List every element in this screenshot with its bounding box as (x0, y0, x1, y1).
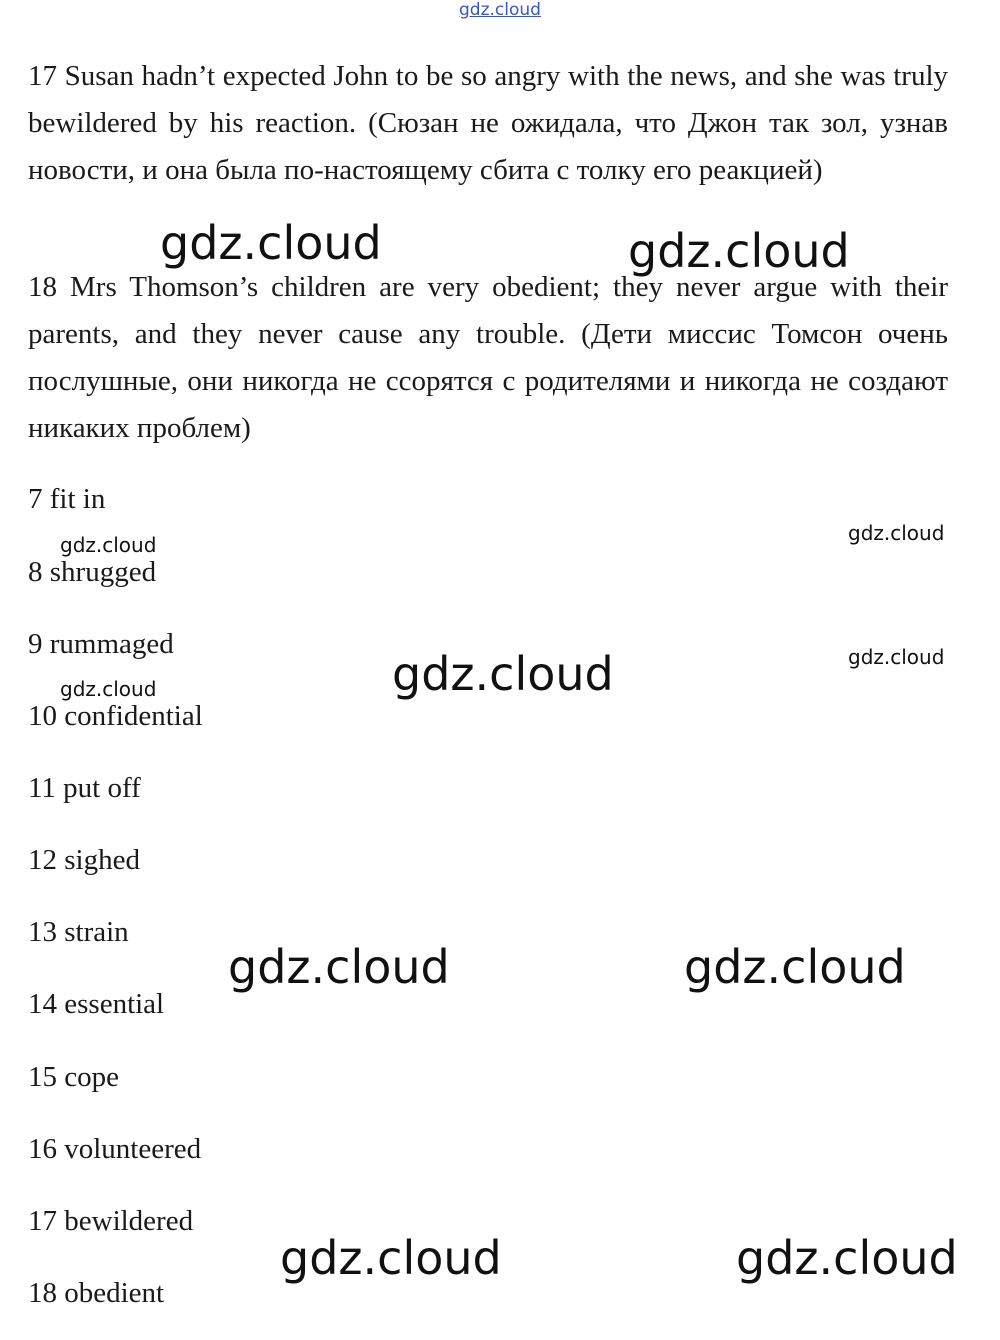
answer-item-16: 16 volunteered (28, 1133, 202, 1165)
answer-item-10: 10 confidential (28, 700, 203, 732)
watermark: gdz.cloud (228, 940, 450, 994)
answer-item-14: 14 essential (28, 988, 165, 1020)
answer-item-12: 12 sighed (28, 844, 140, 876)
watermark: gdz.cloud (160, 216, 382, 270)
answer-item-17: 17 bewildered (28, 1205, 194, 1237)
answer-item-9: 9 rummaged (28, 628, 174, 660)
site-link[interactable]: gdz.cloud (459, 0, 541, 20)
watermark: gdz.cloud (392, 647, 614, 701)
watermark: gdz.cloud (684, 940, 906, 994)
watermark: gdz.cloud (848, 645, 945, 669)
answer-item-15: 15 cope (28, 1061, 119, 1093)
answer-item-7: 7 fit in (28, 483, 106, 515)
watermark: gdz.cloud (848, 521, 945, 545)
watermark: gdz.cloud (736, 1231, 958, 1285)
watermark: gdz.cloud (60, 533, 157, 557)
answer-item-11: 11 put off (28, 772, 141, 804)
watermark: gdz.cloud (280, 1231, 502, 1285)
sentence-18-paragraph: 18 Mrs Thomson’s children are very obedient; they never argue with their parents, and they never cause any trouble. (Дети миссис Томсон очень послушные, они никогда не ссорятся с родителями и никогда не создают никаких проблем) (28, 271, 948, 444)
answer-item-13: 13 strain (28, 916, 129, 948)
answer-item-18: 18 obedient (28, 1277, 165, 1309)
watermark: gdz.cloud (60, 677, 157, 701)
answer-item-8: 8 shrugged (28, 556, 157, 588)
watermark: gdz.cloud (628, 224, 850, 278)
sentence-17-paragraph: 17 Susan hadn’t expected John to be so angry with the news, and she was truly bewildered by his reaction. (Сюзан не ожидала, что Джон так зол, узнав новости, и она была по-настоящему сбита с толку его реакцией) (28, 60, 948, 186)
